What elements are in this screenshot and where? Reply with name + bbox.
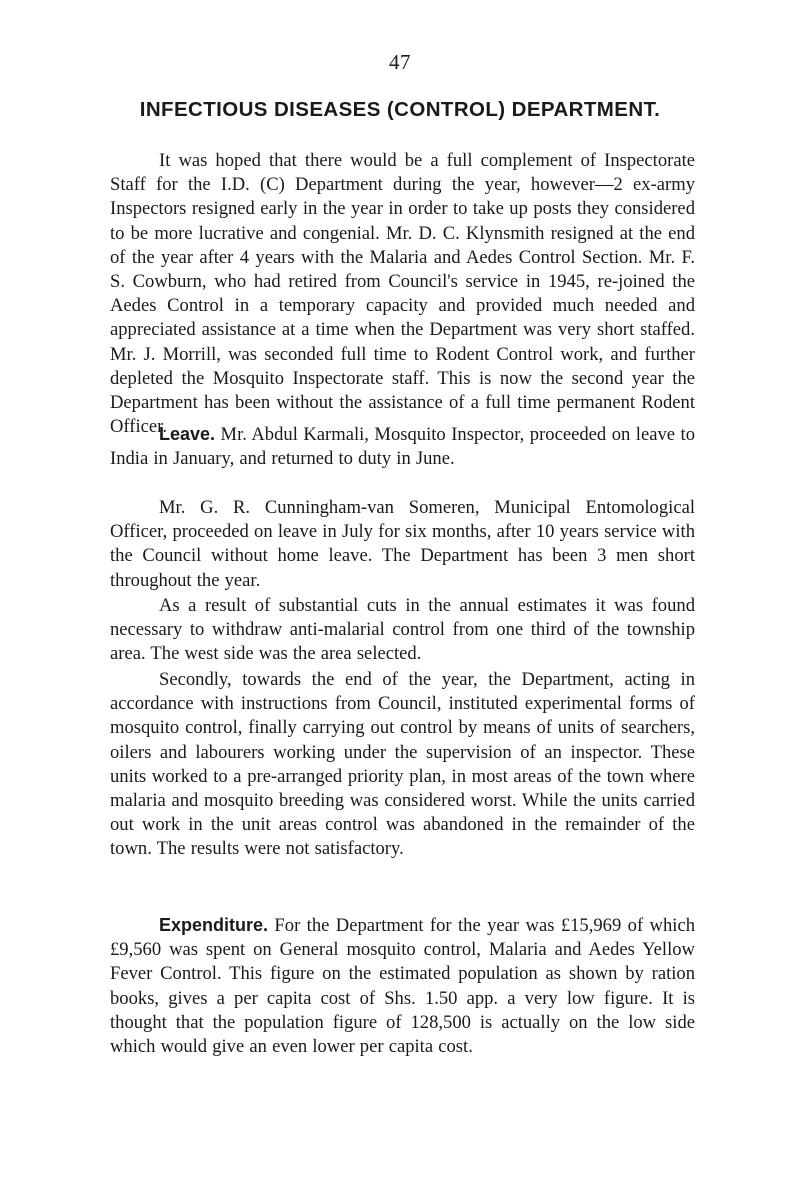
paragraph-cunningham	[110, 496, 695, 593]
paragraph-leave	[110, 422, 695, 471]
paragraph-text: For the Department for the year was £15,969 of which £9,560 was spent on General mosquito control, Malaria and Aedes Yellow Fever Control. This figure on the estimated population as shown by ration books, gives a per capita cost of Shs. 1.50 app. a very low figure. It is thought that the population figure of 128,500 is actually on the low side which would give an even lower per capita cost.	[110, 915, 695, 1058]
page-number: 47	[389, 50, 411, 74]
paragraph-staff	[110, 149, 695, 439]
paragraph-expenditure	[110, 913, 695, 1059]
paragraph-cuts	[110, 594, 695, 667]
paragraph-text: Secondly, towards the end of the year, the Department, acting in accordance with instructions from Council, instituted experimental forms of mosquito control, finally carrying out control by means of units of searchers, oilers and labourers working under the supervision of an inspector. These units worked to a pre-arranged priority plan, in most areas of the town where malaria and mosquito breeding was considered worst. While the units carried out work in the unit areas control was abandoned in the remainder of the town. The results were not satisfactory.	[110, 669, 695, 860]
paragraph-text: It was hoped that there would be a full complement of Inspectorate Staff for the I.D. (C) Department during the year, however—2 ex-army Inspectors resigned early in the year in order to take up posts they considered to be more lucrative and congenial. Mr. D. C. Klynsmith resigned at the end of the year after 4 years with the Malaria and Aedes Control Section. Mr. F. S. Cowburn, who had retired from Council's service in 1945, re-joined the Aedes Control in a temporary capacity and provided much needed and appreciated assistance at a time when the Department was very short staffed. Mr. J. Morrill, was seconded full time to Rodent Control work, and further depleted the Mosquito Inspectorate staff. This is now the second year the Department has been without the assistance of a full time permanent Rodent Officer.	[110, 150, 695, 438]
paragraph-text: As a result of substantial cuts in the annual estimates it was found necessary to withdraw anti-malarial control from one third of the township area. The west side was the area selected.	[110, 595, 695, 665]
paragraph-secondly	[110, 668, 695, 862]
paragraph-text: Mr. Abdul Karmali, Mosquito Inspector, proceeded on leave to India in January, and returned to duty in June.	[110, 424, 695, 470]
page-title: INFECTIOUS DISEASES (CONTROL) DEPARTMENT.	[139, 98, 661, 121]
paragraph-lead-in: Expenditure.	[159, 915, 269, 935]
paragraph-text: Mr. G. R. Cunningham-van Someren, Municipal Entomological Officer, proceeded on leave in July for six months, after 10 years service with the Council without home leave. The Department has been 3 men short throughout the year.	[110, 497, 695, 591]
paragraph-lead-in: Leave.	[159, 424, 216, 444]
